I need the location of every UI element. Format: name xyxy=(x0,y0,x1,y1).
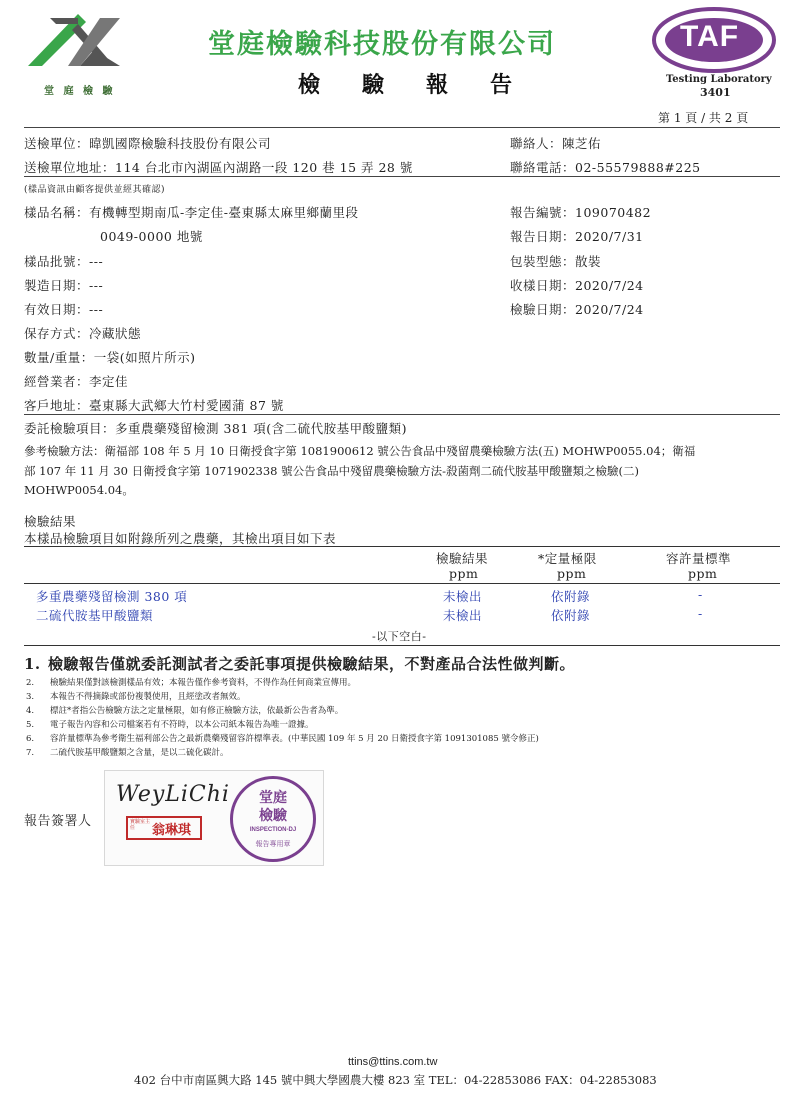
sample-batch xyxy=(24,252,103,270)
table-row-standard: - xyxy=(698,587,703,602)
table-row-item: 多重農藥殘留檢測 380 項 xyxy=(36,589,188,604)
report-title: 檢 驗 報 告 xyxy=(298,72,523,98)
client-phone xyxy=(510,158,701,176)
col-result-unit: ppm xyxy=(449,566,479,581)
handwritten-signature: WeyLiChi xyxy=(116,782,230,807)
storage xyxy=(24,324,141,342)
value: 114 台北市內湖區內湖路一段 120 巷 15 弄 28 號 xyxy=(115,160,413,175)
test-items: 委託檢驗項目：多重農藥殘留檢測 381 項(含二硫代胺基甲酸鹽類) xyxy=(24,421,408,436)
seal-line2: 檢驗 xyxy=(259,808,287,824)
client-contact xyxy=(510,134,601,152)
footer-address: 402 台中市南區興大路 145 號中興大學國農大樓 823 室 TEL：04-22853086 FAX：04-22853083 xyxy=(134,1073,657,1087)
company-name: 堂庭檢驗科技股份有限公司 xyxy=(208,29,556,60)
customer-address xyxy=(24,396,284,414)
table-row-limit: 依附錄 xyxy=(551,608,591,623)
page-indicator: 第 1 頁 / 共 2 頁 xyxy=(658,111,749,125)
value: 02-55579888#225 xyxy=(575,160,701,175)
stamp-name: 翁琳琪 xyxy=(152,823,192,838)
taf-text: TAF xyxy=(680,20,740,53)
label: 製造日期： xyxy=(24,278,90,293)
provided-note: (樣品資訊由顧客提供並經其確認) xyxy=(24,185,166,195)
value: --- xyxy=(89,278,104,293)
company-seal xyxy=(230,776,316,862)
lab-label: Testing Laboratory xyxy=(666,74,772,85)
logo-text: 堂 庭 檢 驗 xyxy=(44,86,116,97)
table-row-result: 未檢出 xyxy=(443,589,483,604)
label: 送檢單位地址： xyxy=(24,160,116,175)
footer-email: ttins@ttins.com.tw xyxy=(348,1056,438,1068)
label: 收樣日期： xyxy=(510,278,576,293)
note-text: 容許量標準為參考衛生福利部公告之最新農藥殘留容許標準表。(中華民國 109 年 5 月 20 日衛授食字第 1091301085 號令修正) xyxy=(50,734,539,744)
results-intro: 本樣品檢驗項目如附錄所列之農藥，其檢出項目如下表 xyxy=(24,531,337,546)
label: 報告編號： xyxy=(510,205,576,220)
value: 一袋(如照片所示) xyxy=(93,350,196,365)
blank-marker: -以下空白- xyxy=(372,630,427,643)
label: 包裝型態： xyxy=(510,254,576,269)
stamp-title: 實驗室主任 xyxy=(130,819,151,831)
value: --- xyxy=(89,302,104,317)
value: 2020/7/31 xyxy=(575,229,644,244)
label: 送檢單位： xyxy=(24,136,90,151)
label: 樣品批號： xyxy=(24,254,90,269)
note-1 xyxy=(24,653,575,674)
ref-method-line2: 部 107 年 11 月 30 日衛授食字第 1071902338 號公告食品中殘留農藥檢驗方法-殺菌劑二硫代胺基甲酸鹽類之檢驗(二) xyxy=(24,464,639,478)
seal-line1: 堂庭 xyxy=(259,790,287,806)
note-text: 本報告不得摘錄或部份複製使用，且經塗改者無效。 xyxy=(50,692,246,702)
note-number: 1. xyxy=(24,655,41,673)
label: 聯絡人： xyxy=(510,136,563,151)
client-address xyxy=(24,158,413,176)
operator xyxy=(24,372,128,390)
value: 散裝 xyxy=(575,254,602,269)
note-text: 檢驗報告僅就委託測試者之委託事項提供檢驗結果，不對產品合法性做判斷。 xyxy=(48,655,576,673)
table-row-standard: - xyxy=(698,606,703,621)
company-logo xyxy=(20,8,140,78)
note-7 xyxy=(26,746,229,758)
col-limit-header: *定量極限 xyxy=(538,551,597,566)
results-bottom-rule xyxy=(24,645,780,646)
label: 經營業者： xyxy=(24,374,90,389)
label: 客戶地址： xyxy=(24,398,90,413)
value: 109070482 xyxy=(575,205,652,220)
note-text: 標註*者指公告檢驗方法之定量極限，如有修正檢驗方法，依最新公告者為準。 xyxy=(50,706,344,716)
report-number xyxy=(510,203,651,221)
report-date xyxy=(510,227,644,245)
note-number: 5. xyxy=(26,720,35,730)
value: 陳芝佑 xyxy=(562,136,602,151)
col-standard-unit: ppm xyxy=(688,566,718,581)
note-number: 2. xyxy=(26,678,35,688)
seal-bottom: 報告專用章 xyxy=(255,840,291,848)
results-top-rule xyxy=(24,546,780,547)
header-divider xyxy=(24,127,780,128)
value: 李定佳 xyxy=(89,374,129,389)
note-number: 4. xyxy=(26,706,35,716)
note-number: 6. xyxy=(26,734,35,744)
test-date xyxy=(510,300,644,318)
quantity xyxy=(24,348,195,366)
results-title: 檢驗結果 xyxy=(24,514,77,529)
table-row-limit: 依附錄 xyxy=(551,589,591,604)
col-limit-unit: ppm xyxy=(557,566,587,581)
value: --- xyxy=(89,254,104,269)
col-standard-header: 容許量標準 xyxy=(666,551,732,566)
note-text: 二硫代胺基甲酸鹽類之含量，是以二硫化碳計。 xyxy=(50,748,229,758)
note-2 xyxy=(26,676,356,688)
note-6 xyxy=(26,732,539,744)
expiry-date xyxy=(24,300,103,318)
table-row-result: 未檢出 xyxy=(443,608,483,623)
lab-number: 3401 xyxy=(700,86,731,99)
label: 報告日期： xyxy=(510,229,576,244)
col-result-header: 檢驗結果 xyxy=(436,551,489,566)
ref-method-line3: MOHWP0054.04。 xyxy=(24,483,134,497)
label: 樣品名稱： xyxy=(24,205,90,220)
sample-name-cont: 0049-0000 地號 xyxy=(100,229,203,244)
results-header-rule xyxy=(24,583,780,584)
value: 2020/7/24 xyxy=(575,278,644,293)
label: 聯絡電話： xyxy=(510,160,576,175)
signer-label: 報告簽署人 xyxy=(24,814,92,829)
package-type xyxy=(510,252,601,270)
name-stamp xyxy=(126,816,202,840)
logo-mark-icon xyxy=(20,8,140,78)
note-3 xyxy=(26,690,246,702)
note-number: 7. xyxy=(26,748,35,758)
label: 保存方式： xyxy=(24,326,90,341)
note-4 xyxy=(26,704,343,716)
note-text: 電子報告內容和公司檔案若有不符時，以本公司紙本報告為唯一證據。 xyxy=(50,720,314,730)
label: 檢驗日期： xyxy=(510,302,576,317)
seal-en: INSPECTION-DJ xyxy=(249,827,297,833)
client-divider xyxy=(24,176,780,177)
value: 暐凱國際檢驗科技股份有限公司 xyxy=(89,136,272,151)
label: 數量/重量： xyxy=(24,350,94,365)
note-number: 3. xyxy=(26,692,35,702)
ref-method-line1: 參考檢驗方法：衛福部 108 年 5 月 10 日衛授食字第 1081900612 號公告食品中殘留農藥檢驗方法(五) MOHWP0055.04；衛福 xyxy=(24,444,696,458)
value: 有機轉型期南瓜-李定佳-臺東縣太麻里鄉蘭里段 xyxy=(89,205,359,220)
value: 臺東縣大武鄉大竹村愛國蒲 87 號 xyxy=(89,398,284,413)
value: 冷藏狀態 xyxy=(89,326,142,341)
label: 有效日期： xyxy=(24,302,90,317)
client-unit xyxy=(24,134,271,152)
note-text: 檢驗結果僅對該檢測樣品有效；本報告僅作參考資料，不得作為任何商業宣傳用。 xyxy=(50,678,357,688)
value: 2020/7/24 xyxy=(575,302,644,317)
table-row-item: 二硫代胺基甲酸鹽類 xyxy=(36,608,154,623)
note-5 xyxy=(26,718,314,730)
mfg-date xyxy=(24,276,103,294)
received-date xyxy=(510,276,644,294)
sample-name xyxy=(24,203,358,221)
sample-divider xyxy=(24,414,780,415)
